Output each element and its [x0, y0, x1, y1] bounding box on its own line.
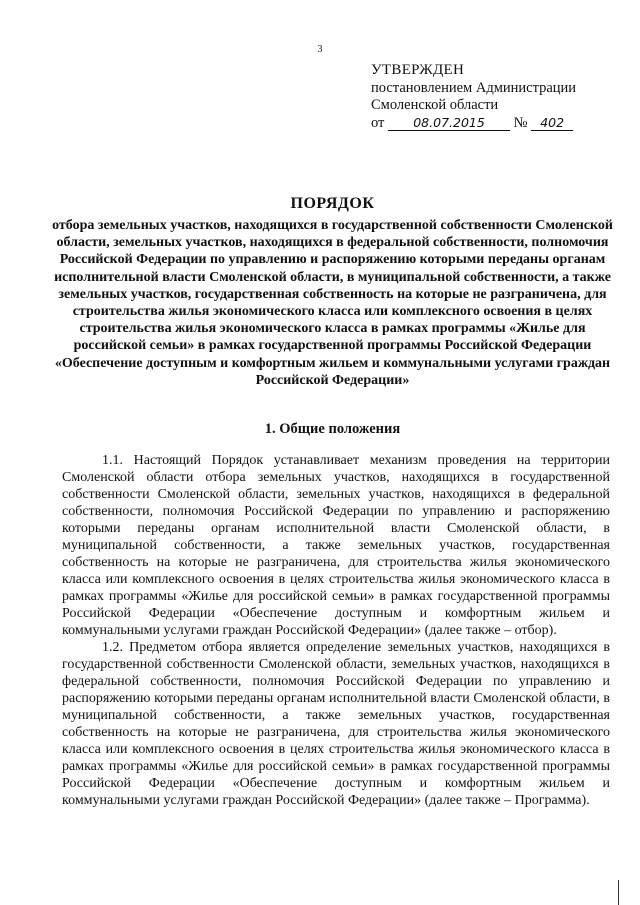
margin-line	[618, 880, 619, 905]
paragraph: 1.1. Настоящий Порядок устанавливает механизм проведения на территории Смоленской области отбора земельных участков, находящихся в государственной собственности Смоленской области, земельных участков, находящихся в федеральной собственности, полномочия Российской Федерации по управлению и распоряжению которыми переданы органам исполнительной власти Смоленской области, в муниципальной собственности, а также земельных участков, государственная собственность на которые не разграничена, для строительства жилья экономического класса или комплексного освоения в целях строительства жилья экономического класса в рамках программы «Жилье для российской семьи» в рамках государственной программы Российской Федерации «Обеспечение доступным и комфортным жильем и коммунальными услугами граждан Российской Федерации» (далее также – отбор).	[62, 453, 610, 638]
section-title: 1. Общие положения	[264, 421, 401, 437]
approval-line-1: постановлением Администрации	[371, 79, 577, 96]
approval-line-2: Смоленской области	[371, 97, 499, 113]
handwritten-number: 402	[531, 116, 573, 131]
handwritten-date: 08.07.2015	[388, 116, 510, 131]
paragraph: 1.2. Предметом отбора является определение земельных участков, находящихся в государственной собственности Смоленской области, земельных участков, находящихся в федеральной собственности, полномочия Российской Федерации по управлению и распоряжению которыми переданы органам исполнительной власти Смоленской области, в муниципальной собственности, а также земельных участков, государственная собственность на которые не разграничена, для строительства жилья экономического класса или комплексного освоения в целях строительства жилья экономического класса в рамках программы «Жилье для российской семьи» в рамках государственной программы Российской Федерации «Обеспечение доступным и комфортным жильем и коммунальными услугами граждан Российской Федерации» (далее также – Программа).	[62, 640, 610, 808]
body-text	[62, 452, 610, 809]
page-number: 3	[317, 44, 323, 55]
approval-date-line	[371, 115, 621, 133]
approval-block	[371, 62, 621, 132]
date-prefix: от	[371, 114, 385, 131]
number-prefix: №	[513, 114, 528, 131]
document-heading	[45, 194, 620, 389]
heading-title: ПОРЯДОК	[290, 195, 375, 212]
approval-title: УТВЕРЖДЕН	[371, 62, 465, 78]
heading-subtitle: отбора земельных участков, находящихся в государственной собственности Смоленской области, земельных участков, находящихся в федеральной собственности, полномочия Российской Федерации по управлению и распоряжению которыми переданы органам исполнительной власти Смоленской области, в муниципальной собственности, а также земельных участков, государственная собственность на которые не разграничена, для строительства жилья экономического класса или комплексного освоения в целях строительства жилья экономического класса в рамках программы «Жилье для российской семьи» в рамках государственной программы Российской Федерации «Обеспечение доступным и комфортным жильем и коммунальными услугами граждан Российской Федерации»	[52, 218, 613, 388]
